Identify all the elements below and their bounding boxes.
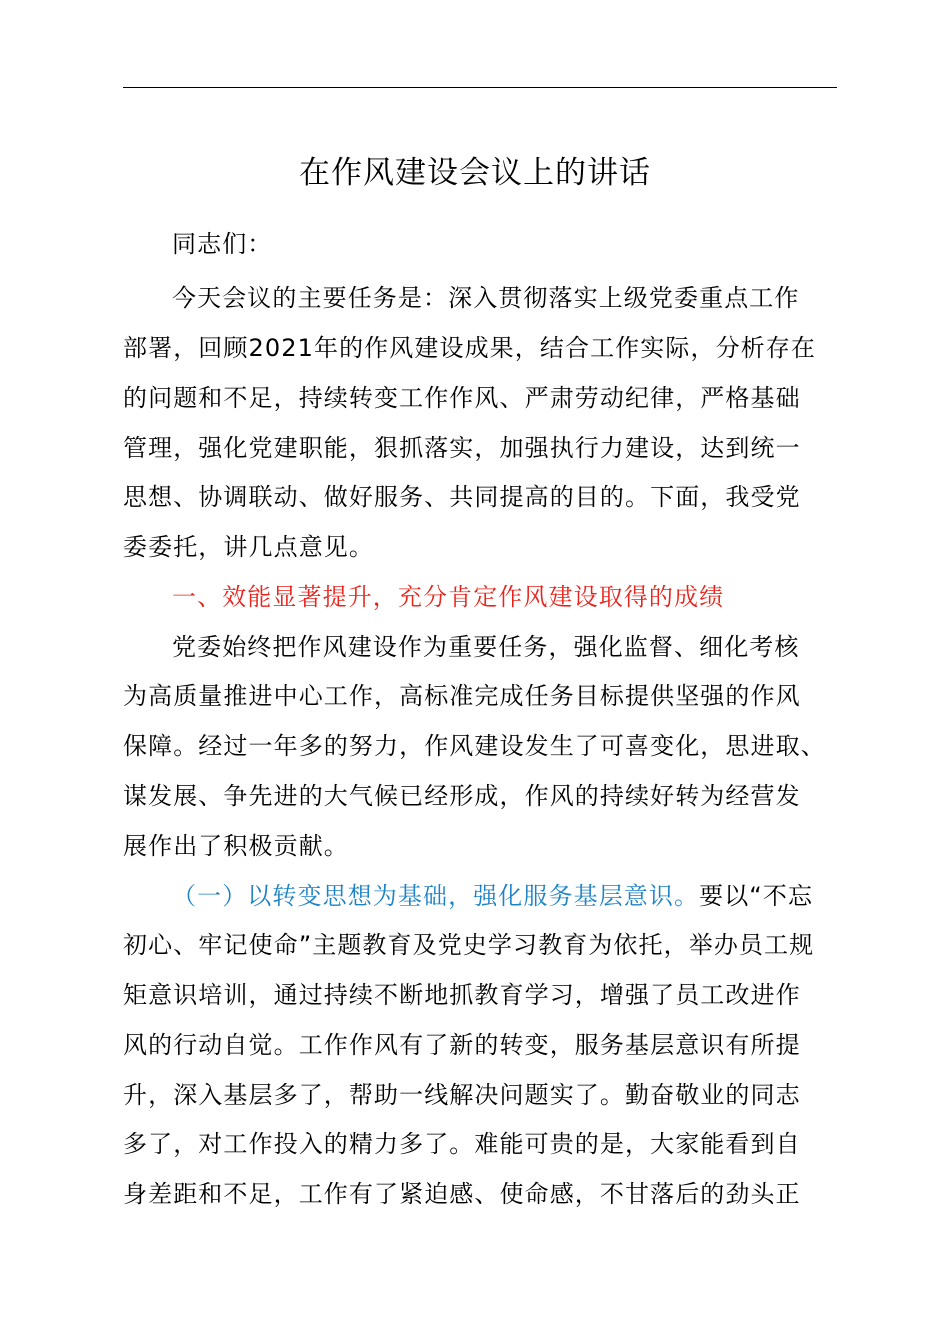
- intro-line: 思想、协调联动、做好服务、共同提高的目的。下面，我受党: [123, 483, 801, 511]
- section-heading-1: 一、效能显著提升，充分肯定作风建设取得的成绩: [172, 583, 725, 611]
- intro-line: 管理，强化党建职能，狠抓落实，加强执行力建设，达到统一: [123, 434, 801, 462]
- subsection1-first-rest: 要以“不忘: [699, 882, 814, 910]
- subsection1-line: 身差距和不足，工作有了紧迫感、使命感，不甘落后的劲头正: [123, 1180, 801, 1208]
- subsection1-line: 多了，对工作投入的精力多了。难能可贵的是，大家能看到自: [123, 1130, 801, 1158]
- section1-line: 保障。经过一年多的努力，作风建设发生了可喜变化，思进取、: [123, 732, 826, 760]
- intro-line: 今天会议的主要任务是：深入贯彻落实上级党委重点工作: [172, 284, 800, 312]
- section1-line: 展作出了积极贡献。: [123, 832, 349, 860]
- section1-line: 党委始终把作风建设作为重要任务，强化监督、细化考核: [172, 633, 800, 661]
- document-title: 在作风建设会议上的讲话: [299, 155, 651, 191]
- subsection1-first-line: [172, 876, 813, 916]
- salutation: 同志们：: [172, 230, 273, 258]
- subsection1-line: 矩意识培训，通过持续不断地抓教育学习，增强了员工改进作: [123, 981, 801, 1009]
- header-rule: [123, 87, 837, 88]
- intro-line: 的问题和不足，持续转变工作作风、严肃劳动纪律，严格基础: [123, 384, 801, 412]
- subsection1-line: 风的行动自觉。工作作风有了新的转变，服务基层意识有所提: [123, 1031, 801, 1059]
- section1-line: 谋发展、争先进的大气候已经形成，作风的持续好转为经营发: [123, 782, 801, 810]
- subsection1-line: 升，深入基层多了，帮助一线解决问题实了。勤奋敬业的同志: [123, 1081, 801, 1109]
- intro-line: 委委托，讲几点意见。: [123, 533, 374, 561]
- subsection1-line: 初心、牢记使命”主题教育及党史学习教育为依托，举办员工规: [123, 931, 815, 959]
- intro-line: 部署，回顾2021年的作风建设成果，结合工作实际，分析存在: [123, 334, 816, 362]
- section1-line: 为高质量推进中心工作，高标准完成任务目标提供坚强的作风: [123, 682, 801, 710]
- subsection-heading-1: （一）以转变思想为基础，强化服务基层意识。: [172, 882, 700, 910]
